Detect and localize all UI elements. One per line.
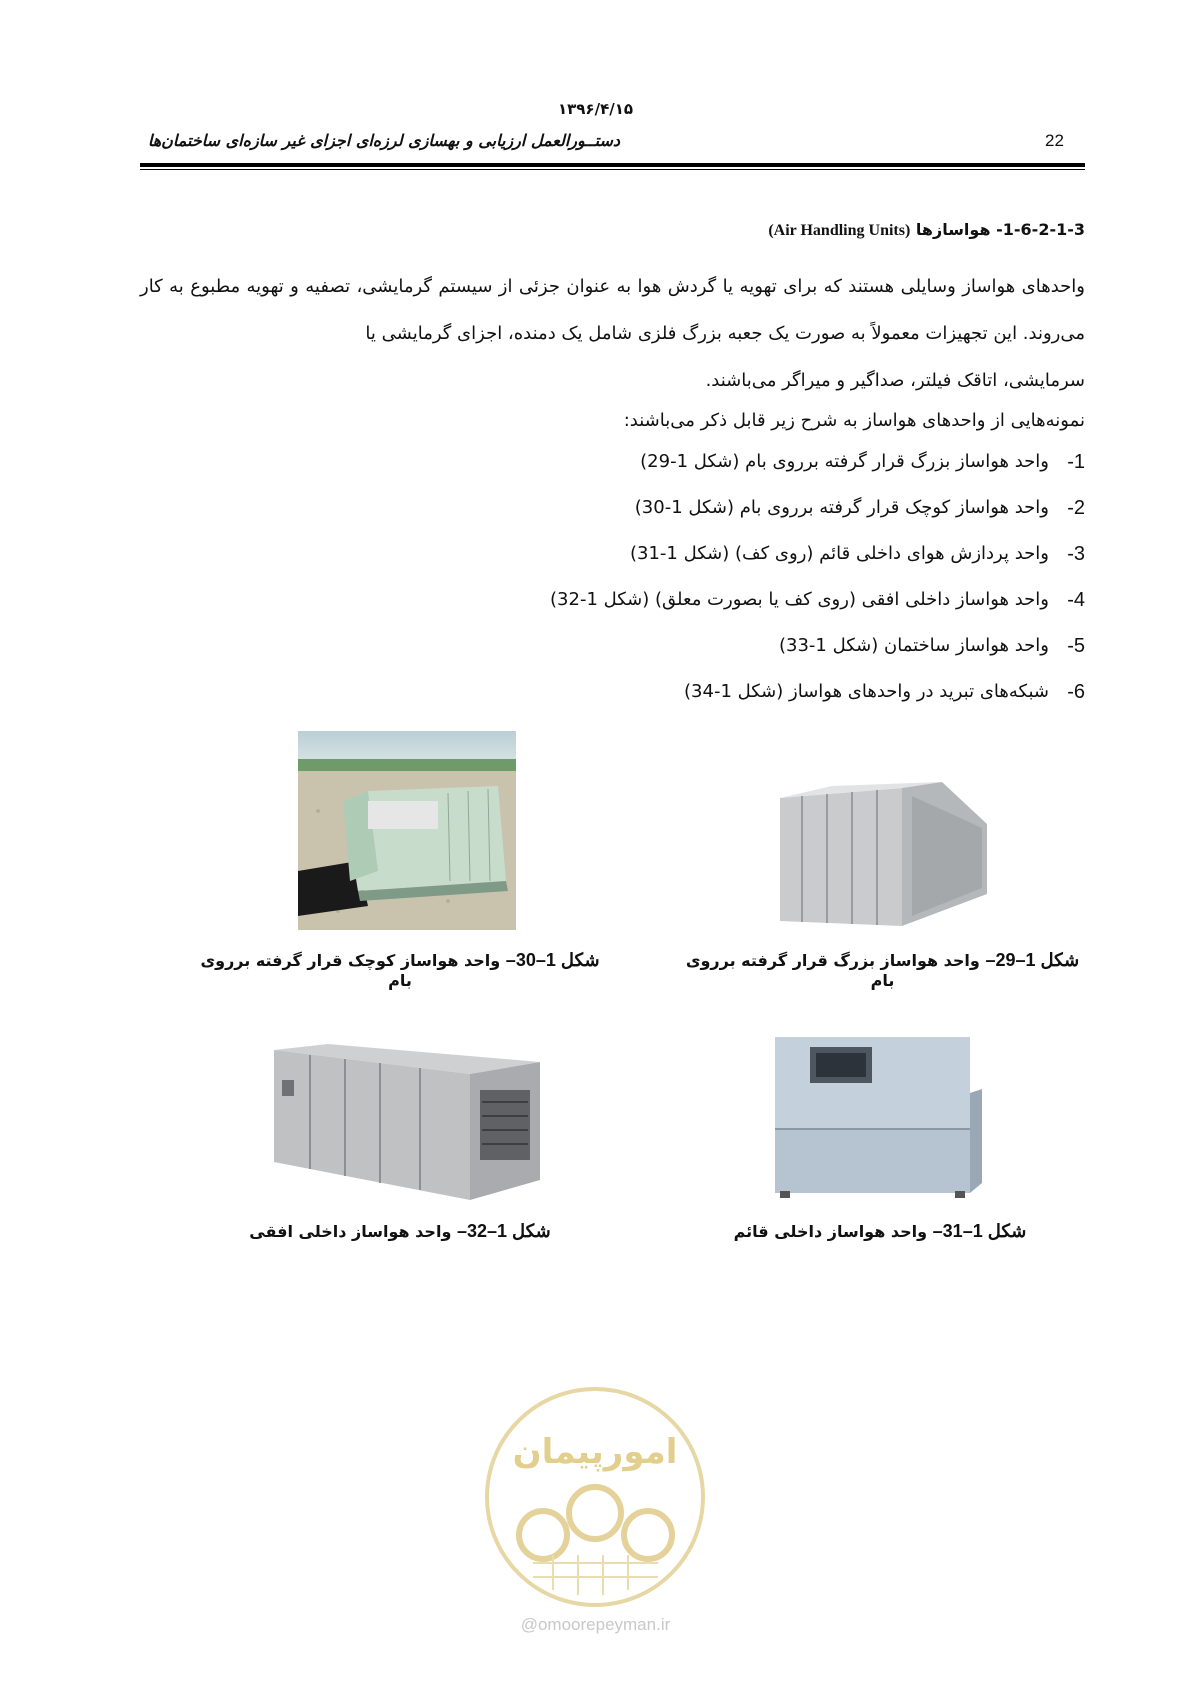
- header-date: ۱۳۹۶/۴/۱۵: [557, 100, 634, 118]
- paragraph-line: واحدهای هواساز وسایلی هستند که برای تهویه یا گردش هوا به عنوان جزئی از سیستم گرمایشی، تصفیه و تهویه مطبوع به کار می‌روند. این تجهیزات معمولاً به صورت یک جعبه بزرگ فلزی شامل یک دمنده، اجزای گرمایشی یا: [140, 276, 1085, 344]
- list-item: [140, 497, 1085, 543]
- header-title: دستــورالعمل ارزیابی و بهسازی لرزه‌ای اجزای غیر سازه‌ای ساختمان‌ها: [147, 131, 620, 150]
- figure-29-caption: [680, 950, 1085, 990]
- list-number: 5-: [1067, 635, 1085, 657]
- page-number: 22: [1045, 131, 1064, 150]
- list-text: شبکه‌های تبرید در واحدهای هواساز (شکل 1-34): [684, 681, 1049, 702]
- watermark-site: @omoorepeyman.ir: [520, 1615, 671, 1634]
- figure-text: واحد هواساز کوچک قرار گرفته برروی بام: [200, 951, 501, 990]
- watermark-logo-text: امورپیمان: [512, 1432, 678, 1472]
- figure-31-caption: [730, 1221, 1030, 1242]
- section-title-fa: هواسازها: [915, 220, 991, 239]
- figure-31-photo: [770, 1033, 985, 1200]
- list-number: 2-: [1067, 497, 1085, 519]
- figure-30-photo: [298, 731, 516, 930]
- list-intro: نمونه‌هایی از واحدهای هواساز به شرح زیر قابل ذکر می‌باشند:: [623, 410, 1085, 431]
- section-number: 1-6-2-1-3-: [996, 220, 1085, 239]
- figure-label: شکل 1–30–: [505, 950, 600, 970]
- list-text: واحد پردازش هوای داخلی قائم (روی کف) (شکل 1-31): [629, 543, 1049, 564]
- figure-label: شکل 1–31–: [932, 1221, 1027, 1241]
- section-title: [140, 220, 1085, 240]
- paragraph-line-last: سرمایشی، اتاقک فیلتر، صداگیر و میراگر می‌باشند.: [705, 370, 1085, 391]
- figure-text: واحد هواساز داخلی افقی: [249, 1222, 452, 1241]
- figure-29-photo: [772, 776, 994, 931]
- figure-32-photo: [270, 1040, 540, 1205]
- list-item: [140, 681, 1085, 727]
- list-number: 4-: [1067, 589, 1085, 611]
- header-rule-thin: [140, 169, 1085, 170]
- body-paragraph: [140, 263, 1085, 404]
- figure-text: واحد هواساز بزرگ قرار گرفته برروی بام: [685, 951, 980, 990]
- list-number: 6-: [1067, 681, 1085, 703]
- figure-label: شکل 1–29–: [985, 950, 1080, 970]
- list-text: واحد هواساز ساختمان (شکل 1-33): [778, 635, 1049, 656]
- header-rule: [140, 163, 1085, 167]
- list-item: [140, 543, 1085, 589]
- figure-text: واحد هواساز داخلی قائم: [733, 1222, 928, 1241]
- list-item: [140, 451, 1085, 497]
- unit-list: [140, 451, 1085, 727]
- list-number: 1-: [1067, 451, 1085, 473]
- list-item: [140, 635, 1085, 681]
- figure-30-caption: [190, 950, 610, 990]
- watermark-logo: [483, 1385, 708, 1610]
- figure-label: شکل 1–32–: [456, 1221, 551, 1241]
- list-text: واحد هواساز کوچک قرار گرفته برروی بام (شکل 1-30): [634, 497, 1049, 518]
- section-title-en: (Air Handling Units): [768, 222, 911, 239]
- figure-32-caption: [240, 1221, 560, 1242]
- list-text: واحد هواساز داخلی افقی (روی کف یا بصورت معلق) (شکل 1-32): [550, 589, 1049, 610]
- list-text: واحد هواساز بزرگ قرار گرفته برروی بام (شکل 1-29): [640, 451, 1049, 472]
- list-number: 3-: [1067, 543, 1085, 565]
- list-item: [140, 589, 1085, 635]
